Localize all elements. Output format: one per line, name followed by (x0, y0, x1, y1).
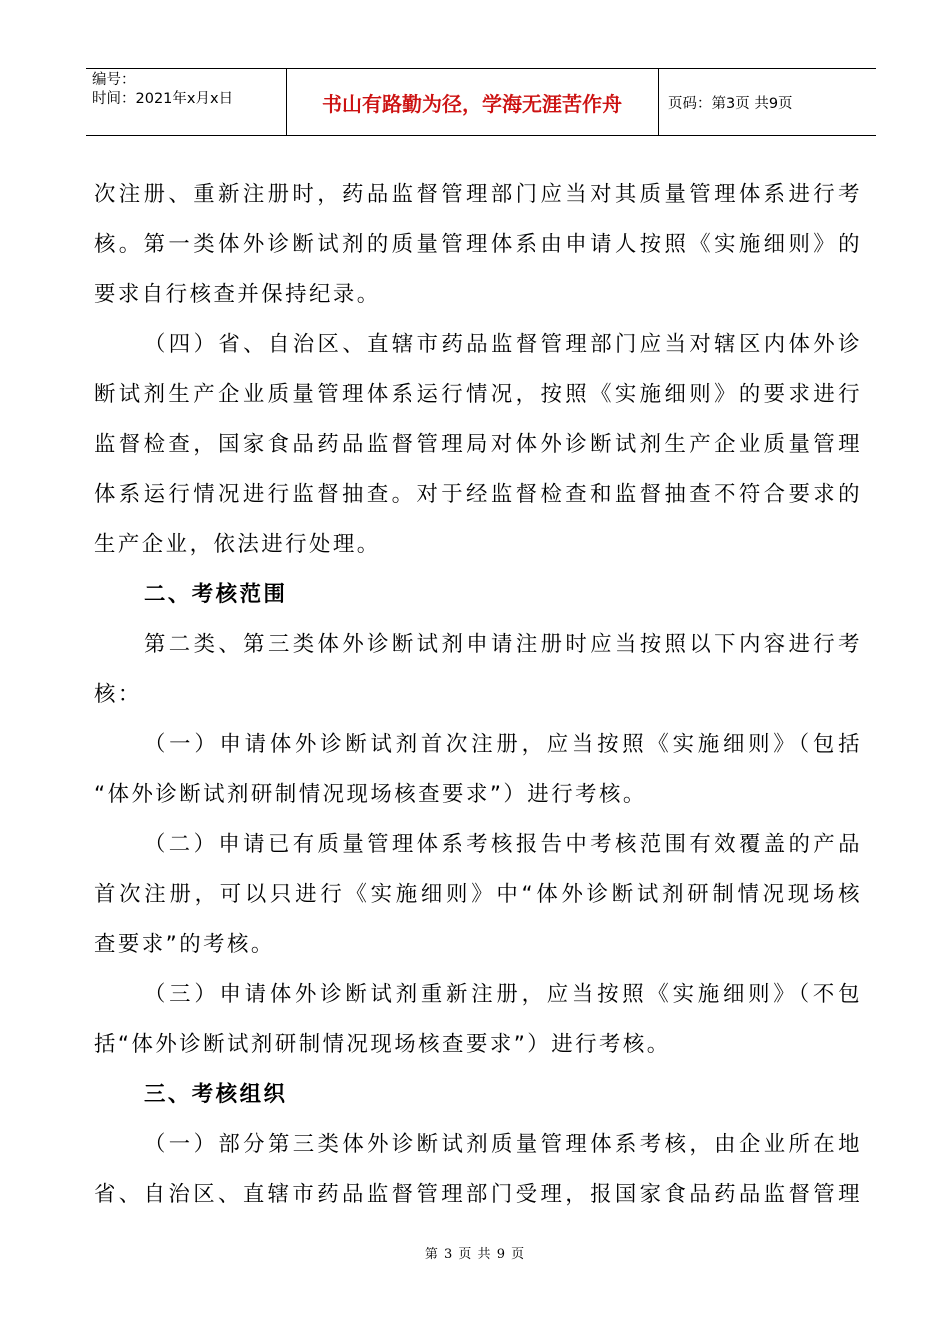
section-heading: 二、考核范围 (144, 582, 288, 607)
text-line: （一）申请体外诊断试剂首次注册，应当按照《实施细则》（包括 (144, 732, 862, 757)
serial-label: 编号： (92, 72, 136, 88)
text-line: 生产企业，依法进行处理。 (94, 532, 381, 557)
document-body (94, 170, 862, 1220)
header-page-number: 页码：第3页 共9页 (668, 95, 793, 112)
page-footer: 第 3 页 共 9 页 (424, 1247, 526, 1262)
text-line: 括“体外诊断试剂研制情况现场核查要求”）进行考核。 (94, 1032, 671, 1057)
text-line: 要求自行核查并保持纪录。 (94, 282, 381, 307)
text-line: 核。第一类体外诊断试剂的质量管理体系由申请人按照《实施细则》的 (94, 232, 862, 257)
text-line: 断试剂生产企业质量管理体系运行情况，按照《实施细则》的要求进行 (94, 382, 862, 407)
text-line: 第二类、第三类体外诊断试剂申请注册时应当按照以下内容进行考 (144, 632, 862, 657)
text-line: 体系运行情况进行监督抽查。对于经监督检查和监督抽查不符合要求的 (94, 482, 862, 507)
text-line: （四）省、自治区、直辖市药品监督管理部门应当对辖区内体外诊 (144, 332, 862, 357)
text-line: （三）申请体外诊断试剂重新注册，应当按照《实施细则》（不包 (144, 982, 862, 1007)
section-heading: 三、考核组织 (144, 1082, 288, 1107)
date-label: 时间：2021年x月x日 (92, 91, 234, 107)
text-line: 监督检查，国家食品药品监督管理局对体外诊断试剂生产企业质量管理 (94, 432, 862, 457)
text-line: （一）部分第三类体外诊断试剂质量管理体系考核，由企业所在地 (144, 1132, 862, 1157)
text-line: 次注册、重新注册时，药品监督管理部门应当对其质量管理体系进行考 (94, 182, 862, 207)
text-line: 核： (94, 682, 142, 707)
header-meta (86, 69, 286, 135)
header-motto: 书山有路勤为径，学海无涯苦作舟 (322, 91, 622, 116)
text-line: （二）申请已有质量管理体系考核报告中考核范围有效覆盖的产品 (144, 832, 862, 857)
text-line: 省、自治区、直辖市药品监督管理部门受理，报国家食品药品监督管理 (94, 1182, 862, 1207)
text-line: 首次注册，可以只进行《实施细则》中“体外诊断试剂研制情况现场核 (94, 882, 862, 907)
text-line: “体外诊断试剂研制情况现场核查要求”）进行考核。 (94, 782, 647, 807)
page-header (86, 68, 876, 136)
text-line: 查要求”的考核。 (94, 932, 275, 957)
